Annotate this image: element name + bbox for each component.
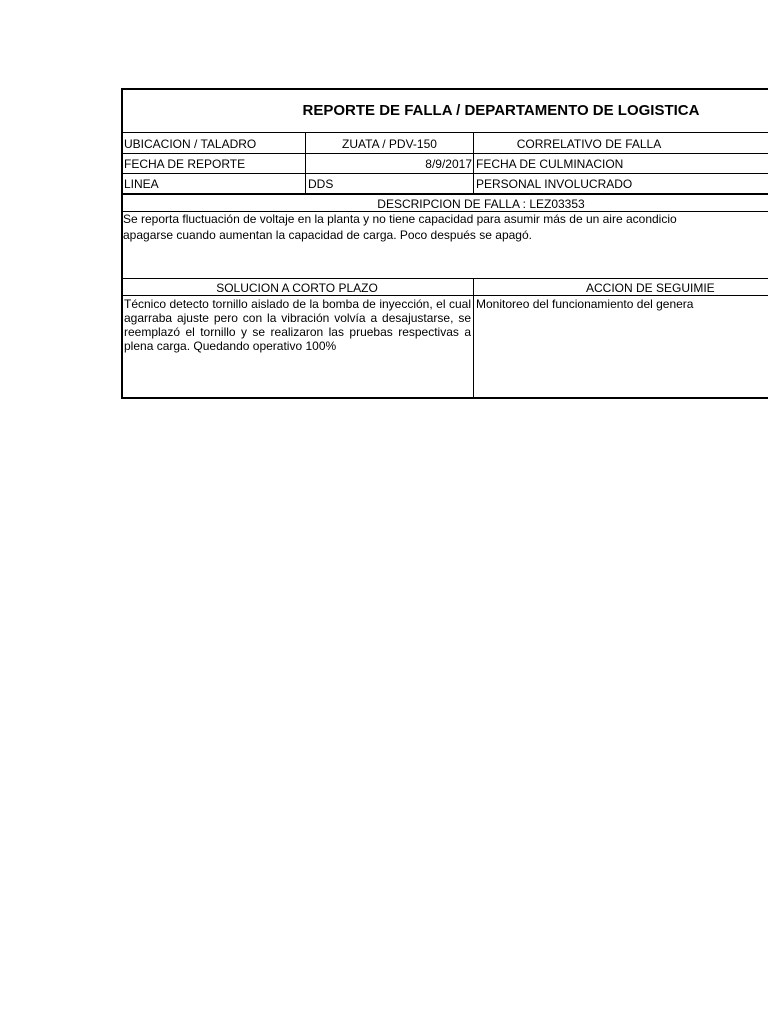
descripcion-header: DESCRIPCION DE FALLA : LEZ03353: [377, 197, 585, 211]
outer-border-left: [121, 88, 123, 399]
solucion-header: SOLUCION A CORTO PLAZO: [216, 281, 378, 295]
seguimiento-text: Monitoreo del funcionamiento del genera: [476, 297, 694, 311]
fecha-reporte-value: 8/9/2017: [425, 157, 472, 171]
fecha-culminacion-label: FECHA DE CULMINACION: [476, 157, 624, 171]
row-divider-solucion-header: [121, 295, 768, 296]
solucion-text: Técnico detecto tornillo aislado de la bomba de inyección, el cual agarraba ajuste pero con la vibración volvía a desajustarse, se reemplazó el tornillo y se realizaron las pruebas respectivas a plena carga. Quedando operativo 100%: [124, 297, 471, 353]
ubicacion-label: UBICACION / TALADRO: [124, 137, 257, 151]
row-divider-3: [121, 193, 768, 195]
linea-value: DDS: [308, 177, 334, 191]
outer-border-top: [121, 88, 768, 90]
row-divider-title: [121, 132, 768, 133]
row-divider-1: [121, 153, 768, 154]
fecha-reporte-label: FECHA DE REPORTE: [124, 157, 246, 171]
failure-report-sheet: [121, 88, 768, 399]
descripcion-line-1: Se reporta fluctuación de voltaje en la planta y no tiene capacidad para asumir más de un aire acondicio: [123, 212, 677, 226]
seguimiento-header: ACCION DE SEGUIMIE: [586, 281, 715, 295]
ubicacion-value: ZUATA / PDV-150: [342, 137, 437, 151]
row-divider-2: [121, 173, 768, 174]
report-title: REPORTE DE FALLA / DEPARTAMENTO DE LOGISTICA: [302, 102, 700, 119]
col-divider-c: [473, 278, 474, 398]
outer-border-bottom: [121, 397, 768, 399]
descripcion-line-2: apagarse cuando aumentan la capacidad de carga. Poco después se apagó.: [123, 228, 532, 242]
linea-label: LINEA: [124, 177, 159, 191]
row-divider-desc-body: [121, 278, 768, 279]
personal-label: PERSONAL INVOLUCRADO: [476, 177, 633, 191]
correlativo-label: CORRELATIVO DE FALLA: [516, 137, 662, 151]
